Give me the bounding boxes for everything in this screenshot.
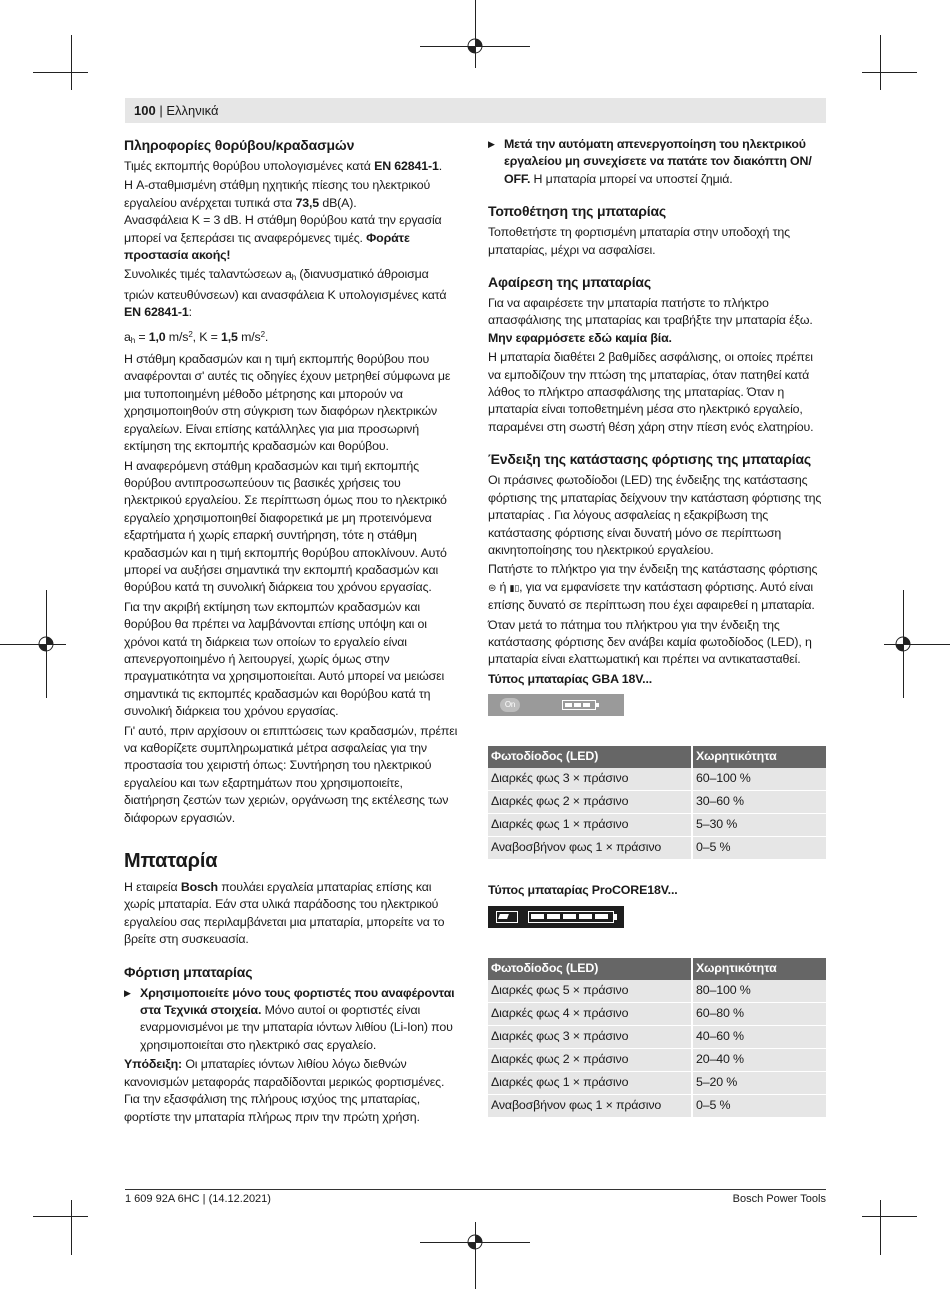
header-separator: | xyxy=(155,103,167,118)
registration-mark-icon xyxy=(894,635,912,653)
remove-battery-warning: Μην εφαρμόσετε εδώ καμία βία. xyxy=(488,330,672,345)
body-paragraph: Για την ακριβή εκτίμηση των εκπομπών κραδασμών και θορύβου θα πρέπει να λαμβάνονται επίσης υπόψη και οι χρόνοι κατά τη διάρκεια των οποίων το εργαλείο είναι απενεργοποιημένο ή λειτουργεί, χωρίς όμως στην πραγματικότητα να χρησιμοποιείται. Αυτό μπορεί να μειώσει σημαντικά τις εκπομπές κραδασμών και θορύβου κατά τη συνολική διάρκεια του χρόνου εργασίας. xyxy=(124,599,445,719)
body-paragraph: Η στάθμη κραδασμών και η τιμή εκπομπής θορύβου που αναφέρονται σ' αυτές τις οδηγίες έχουν μετρηθεί σύμφωνα με μια τυποποιημένη μέθοδο μέτρησης και μπορούν να χρησιμοποιηθούν στη σύγκριση των διαφόρων ηλεκτρικών εργαλείων. Είναι επίσης κατάλληλες για μια προσωρινή εκτίμηση της εκπομπής κραδασμών και θορύβου. xyxy=(124,352,451,454)
registration-mark-icon xyxy=(466,1233,484,1251)
center-mark xyxy=(475,0,476,68)
charge-button-icon: ⊜ xyxy=(488,582,497,594)
table-header-cell: Φωτοδίοδος (LED) xyxy=(488,746,692,768)
registration-mark-icon xyxy=(466,37,484,55)
crop-mark xyxy=(33,72,88,73)
table-row xyxy=(488,1002,826,1025)
table-cell: 80–100 % xyxy=(692,980,826,1003)
body-paragraph: Γι' αυτό, πριν αρχίσουν οι επιπτώσεις των κραδασμών, πρέπει να καθορίζετε συμπληρωματικά μέτρα ασφαλείας για την προστασία του χειριστή όπως: Συντήρηση του ηλεκτρικού εργαλείου και των εξαρτημάτων που χρησιμοποιείτε, διατήρηση ζεστών των χεριών, οργάνωση της εκτέλεσης των διάφορων εργασιών. xyxy=(124,723,458,825)
table-cell: 0–5 % xyxy=(692,837,826,860)
table-cell: Αναβοσβήνον φως 1 × πράσινο xyxy=(488,1094,692,1117)
table-row xyxy=(488,1094,826,1117)
table-row xyxy=(488,980,826,1003)
noise-paragraph: Τιμές εκπομπής θορύβου υπολογισμένες κατά EN 62841-1. xyxy=(124,159,443,173)
table-cell: Διαρκές φως 1 × πράσινο xyxy=(488,1071,692,1094)
remove-battery-paragraph: Η μπαταρία διαθέτει 2 βαθμίδες ασφάλισης, οι οποίες πρέπει να εμποδίζουν την πτώση της μπαταρίας, όταν πατηθεί κατά λάθος το πλήκτρο απασφάλισης της μπαταρίας. Όταν η μπαταρία είναι τοποθετημένη μέσα στο ηλεκτρικό εργαλείο, παραμένει στη σωστή θέση χάρη στην πίεση ενός ελατηρίου. xyxy=(488,350,814,434)
insert-battery-paragraph: Τοποθετήστε τη φορτισμένη μπαταρία στην υποδοχή της μπαταρίας, μέχρι να ασφαλίσει. xyxy=(488,225,790,257)
page-header-text xyxy=(134,103,218,119)
table-cell: 30–60 % xyxy=(692,791,826,814)
charge-indicator-paragraph: Πατήστε το πλήκτρο για την ένδειξη της κατάστασης φόρτισης ⊜ ή ▮▯, για να εμφανίσετε την κατάσταση φόρτισης. Αυτό είναι επίσης δυνατό σε περίπτωση που έχει αφαιρεθεί η μπαταρία. xyxy=(488,562,818,613)
table-cell: Αναβοσβήνον φως 1 × πράσινο xyxy=(488,837,692,860)
left-column xyxy=(124,136,460,1128)
gba-led-table xyxy=(488,746,826,860)
footer-brand: Bosch Power Tools xyxy=(732,1193,826,1205)
crop-mark xyxy=(880,35,881,90)
header-language: Ελληνικά xyxy=(166,103,219,118)
table-cell: 60–80 % xyxy=(692,1002,826,1025)
on-button-icon: On xyxy=(500,698,520,712)
charging-note: Υπόδειξη: Οι μπαταρίες ιόντων λιθίου λόγω διεθνών κανονισμών μεταφοράς παραδίδονται μερικώς φορτισμένες. Για την εξασφάλιση της πλήρους ισχύος της μπαταρίας, φορτίστε την μπαταρία πλήρως πριν την πρώτη χρήση. xyxy=(124,1057,445,1124)
table-cell: Διαρκές φως 4 × πράσινο xyxy=(488,1002,692,1025)
table-cell: Διαρκές φως 2 × πράσινο xyxy=(488,791,692,814)
vibration-values: $a_h = 1,0$ $m/s^2$, K = 1,5 $m/s^2$. xyxy=(124,329,269,345)
table-cell: 5–30 % xyxy=(692,814,826,837)
table-cell: Διαρκές φως 3 × πράσινο xyxy=(488,1025,692,1048)
table-header-row xyxy=(488,746,826,768)
charging-bullet: ▶ Χρησιμοποιείτε μόνο τους φορτιστές που αναφέρονται στα Τεχνικά στοιχεία. Μόνο αυτοί οι φορτιστές είναι εναρμονισμένοι με την μπαταρία ιόντων λιθίου (Li-Ion) που χρησιμοποιείται στο ηλεκτρικό σας εργαλείο. xyxy=(124,985,460,1055)
procore-battery-indicator xyxy=(488,906,624,928)
table-cell: 5–20 % xyxy=(692,1071,826,1094)
table-row xyxy=(488,768,826,791)
battery-level-icon xyxy=(528,911,614,923)
table-cell: Διαρκές φως 3 × πράσινο xyxy=(488,768,692,791)
noise-vibration-heading: Πληροφορίες θορύβου/κραδασμών xyxy=(124,137,355,153)
battery-button-icon: ▮▯ xyxy=(509,582,520,593)
crop-mark xyxy=(880,1200,881,1255)
insert-battery-heading: Τοποθέτηση της μπαταρίας xyxy=(488,203,667,220)
table-cell: Διαρκές φως 2 × πράσινο xyxy=(488,1048,692,1071)
vibration-paragraph: Συνολικές τιμές ταλαντώσεων $a_h$ (διανυσματικό άθροισμα τριών κατευθύνσεων) και ανασφάλεια K υπολογισμένες κατά EN 62841-1: xyxy=(124,267,447,320)
charging-heading: Φόρτιση μπαταρίας xyxy=(124,963,253,980)
table-row xyxy=(488,1025,826,1048)
crop-mark xyxy=(33,1216,88,1217)
table-row xyxy=(488,814,826,837)
remove-battery-heading: Αφαίρεση της μπαταρίας xyxy=(488,274,652,291)
table-cell: 60–100 % xyxy=(692,768,826,791)
noise-paragraph: Ανασφάλεια K = 3 dB. Η στάθμη θορύβου κατά την εργασία μπορεί να ξεπεράσει τις αναφερόμενες τιμές. Φοράτε προστασία ακοής! xyxy=(124,213,442,263)
table-row xyxy=(488,1071,826,1094)
charge-indicator-paragraph: Όταν μετά το πάτημα του πλήκτρου για την ένδειξη της κατάστασης φόρτισης δεν ανάβει καμία φωτοδίοδος (LED), η μπαταρία είναι ελαττωματική και πρέπει να αντικατασταθεί. xyxy=(488,617,812,667)
charge-indicator-heading: Ένδειξη της κατάστασης φόρτισης της μπαταρίας xyxy=(488,451,812,468)
battery-tip-icon xyxy=(596,703,599,707)
table-row xyxy=(488,791,826,814)
charge-indicator-paragraph: Οι πράσινες φωτοδίοδοι (LED) της ένδειξης της κατάστασης φόρτισης της μπαταρίας δείχνουν την κατάσταση φόρτισης της μπαταρίας . Για λόγους ασφαλείας η εξακρίβωση της κατάστασης φόρτισης είναι δυνατή μόνο σε περίπτωση ακινητοποίησης του ηλεκτρικού εργαλείου. xyxy=(488,473,822,557)
table-cell: 0–5 % xyxy=(692,1094,826,1117)
footer-divider xyxy=(125,1189,826,1190)
footer-doc-id: 1 609 92A 6HC | (14.12.2021) xyxy=(125,1193,271,1205)
battery-button-icon xyxy=(496,911,518,923)
battery-heading: Μπαταρία xyxy=(124,850,218,873)
table-cell: Διαρκές φως 5 × πράσινο xyxy=(488,980,692,1003)
table-header-row xyxy=(488,958,826,980)
crop-mark xyxy=(862,72,917,73)
table-row xyxy=(488,837,826,860)
gba-battery-type: Τύπος μπαταρίας GBA 18V... xyxy=(488,671,653,686)
battery-paragraph: Η εταιρεία Bosch πουλάει εργαλεία μπαταρίας επίσης και χωρίς μπαταρία. Εάν στα υλικά παράδοσης του ηλεκτρικού εργαλείου σας περιλαμβάνεται μια μπαταρία, μπορείτε να το βρείτε στη συσκευασία. xyxy=(124,880,445,947)
table-cell: 40–60 % xyxy=(692,1025,826,1048)
crop-mark xyxy=(71,1200,72,1255)
right-column xyxy=(488,136,826,1118)
table-header-cell: Φωτοδίοδος (LED) xyxy=(488,958,692,980)
center-mark xyxy=(0,644,66,645)
page-number: 100 xyxy=(134,103,156,118)
table-header-cell: Χωρητικότητα xyxy=(692,746,826,768)
gba-battery-indicator xyxy=(488,694,624,716)
switch-warning-bullet: ▶ Μετά την αυτόματη απενεργοποίηση του ηλεκτρικού εργαλείου μη συνεχίσετε να πατάτε τον διακόπτη ON/ OFF. Η μπαταρία μπορεί να υποστεί ζημιά. xyxy=(488,136,826,188)
page-header xyxy=(125,98,826,123)
registration-mark-icon xyxy=(37,635,55,653)
procore-led-table xyxy=(488,958,826,1118)
remove-battery-paragraph: Για να αφαιρέσετε την μπαταρία πατήστε το πλήκτρο απασφάλισης της μπαταρίας και τραβήξτε την μπαταρία έξω. xyxy=(488,296,813,328)
battery-tip-icon xyxy=(614,914,617,920)
table-cell: 20–40 % xyxy=(692,1048,826,1071)
table-header-cell: Χωρητικότητα xyxy=(692,958,826,980)
crop-mark xyxy=(862,1216,917,1217)
table-cell: Διαρκές φως 1 × πράσινο xyxy=(488,814,692,837)
table-row xyxy=(488,1048,826,1071)
body-paragraph: Η αναφερόμενη στάθμη κραδασμών και τιμή εκπομπής θορύβου αντιπροσωπεύουν τις βασικές χρήσεις του ηλεκτρικού εργαλείου. Σε περίπτωση όμως που το ηλεκτρικό εργαλείο χρησιμοποιηθεί διαφορετικά με μη προτεινόμενα εξαρτήματα ή χωρίς επαρκή συντήρηση, τότε η στάθμη κραδασμών και η τιμή εκπομπής θορύβου αποκλίνουν. Αυτό μπορεί να αυξήσει σημαντικά την εκπομπή κραδασμών και θορύβου κατά τη συνολική διάρκεια του χρόνου εργασίας. xyxy=(124,458,447,595)
battery-level-icon xyxy=(562,700,596,710)
procore-battery-type: Τύπος μπαταρίας ProCORE18V... xyxy=(488,883,678,898)
noise-paragraph: Η A-σταθμισμένη στάθμη ηχητικής πίεσης του ηλεκτρικού εργαλείου ανέρχεται τυπικά στα 73,5 dB(A). xyxy=(124,178,431,210)
crop-mark xyxy=(71,35,72,90)
